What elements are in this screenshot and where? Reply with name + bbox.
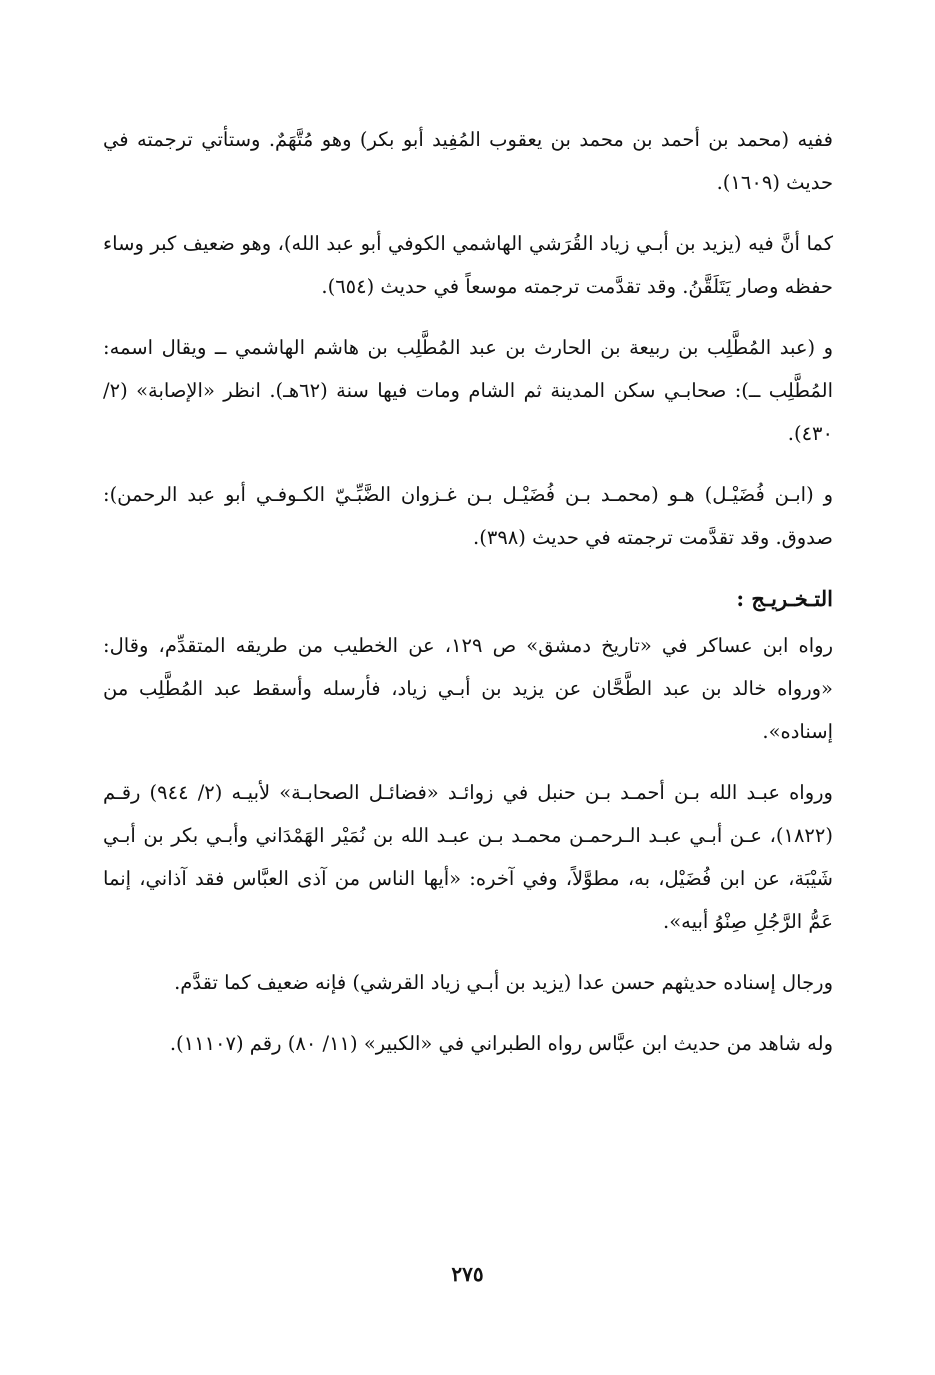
paragraph-narrator-muhammad: ففيه (محمد بن أحمد بن محمد بن يعقوب المُفِيد أبو بكر) وهو مُتَّهَمٌ. وستأتي ترجمته في حديث (١٦٠٩).	[103, 128, 833, 194]
paragraph-takhrij-ibn-asakir: رواه ابن عساكر في «تاريخ دمشق» ص ١٢٩، عن الخطيب من طريقه المتقدِّم، وقال: «ورواه خالد بن عبد الطَّحَّان عن يزيد بن أبـي زياد، فأرسله وأسقط عبد المُطَّلِب من إسناده».	[103, 634, 833, 743]
paragraph-narrator-abdulmuttalib: و (عبد المُطَّلِب بن ربيعة بن الحارث بن عبد المُطَّلِب بن هاشم الهاشمي ــ ويقال اسمه: المُطَّلِب ــ): صحابـي سكن المدينة ثم الشام ومات فيها سنة (٦٢هـ). انظر «الإصابة» (٢/ ٤٣٠).	[103, 336, 833, 445]
paragraph-takhrij-abdullah-ahmad: ورواه عبـد الله بـن أحمـد بـن حنبل في زوائـد «فضائـل الصحابـة» لأبيـه (٢/ ٩٤٤) رقـم (١٨٢٢)، عـن أبـي عبـد الـرحمـن محمـد بـن عبـد الله بن نُمَيْر الهَمْدَاني وأبـي بكر بن أبـي شَيْبَة، عن ابن فُضَيْل، به، مطوَّلاً، وفي آخره: «أيها الناس من آذى العبَّاس فقد آذاني، إنما عَمُّ الرَّجُلِ صِنْوُ أبيه».	[103, 781, 833, 933]
paragraph-narrator-ibn-fudayl: و (ابـن فُضَيْـل) هـو (محمـد بـن فُضَيْـل بـن غـزوان الضَّبِّـيّ الكـوفـي أبو عبد الرحمن): صدوق. وقد تقدَّمت ترجمته في حديث (٣٩٨).	[103, 483, 833, 549]
page-number: ٢٧٥	[451, 1262, 484, 1286]
paragraph-narrator-yazid: كما أنَّ فيه (يزيد بن أبـي زياد القُرَشي الهاشمي الكوفي أبو عبد الله)، وهو ضعيف كبر وساء حفظه وصار يَتَلَقَّنُ. وقد تقدَّمت ترجمته موسعاً في حديث (٦٥٤).	[103, 232, 833, 298]
paragraph-takhrij-isnad-grade: ورجال إسناده حديثهم حسن عدا (يزيد بن أبـي زياد القرشي) فإنه ضعيف كما تقدَّم.	[174, 971, 833, 994]
page-body	[103, 118, 833, 1083]
paragraph-takhrij-shahid: وله شاهد من حديث ابن عبَّاس رواه الطبراني في «الكبير» (١١/ ٨٠) رقم (١١١٠٧).	[169, 1032, 833, 1055]
section-heading-takhrij: التـخـريـج :	[736, 586, 833, 611]
